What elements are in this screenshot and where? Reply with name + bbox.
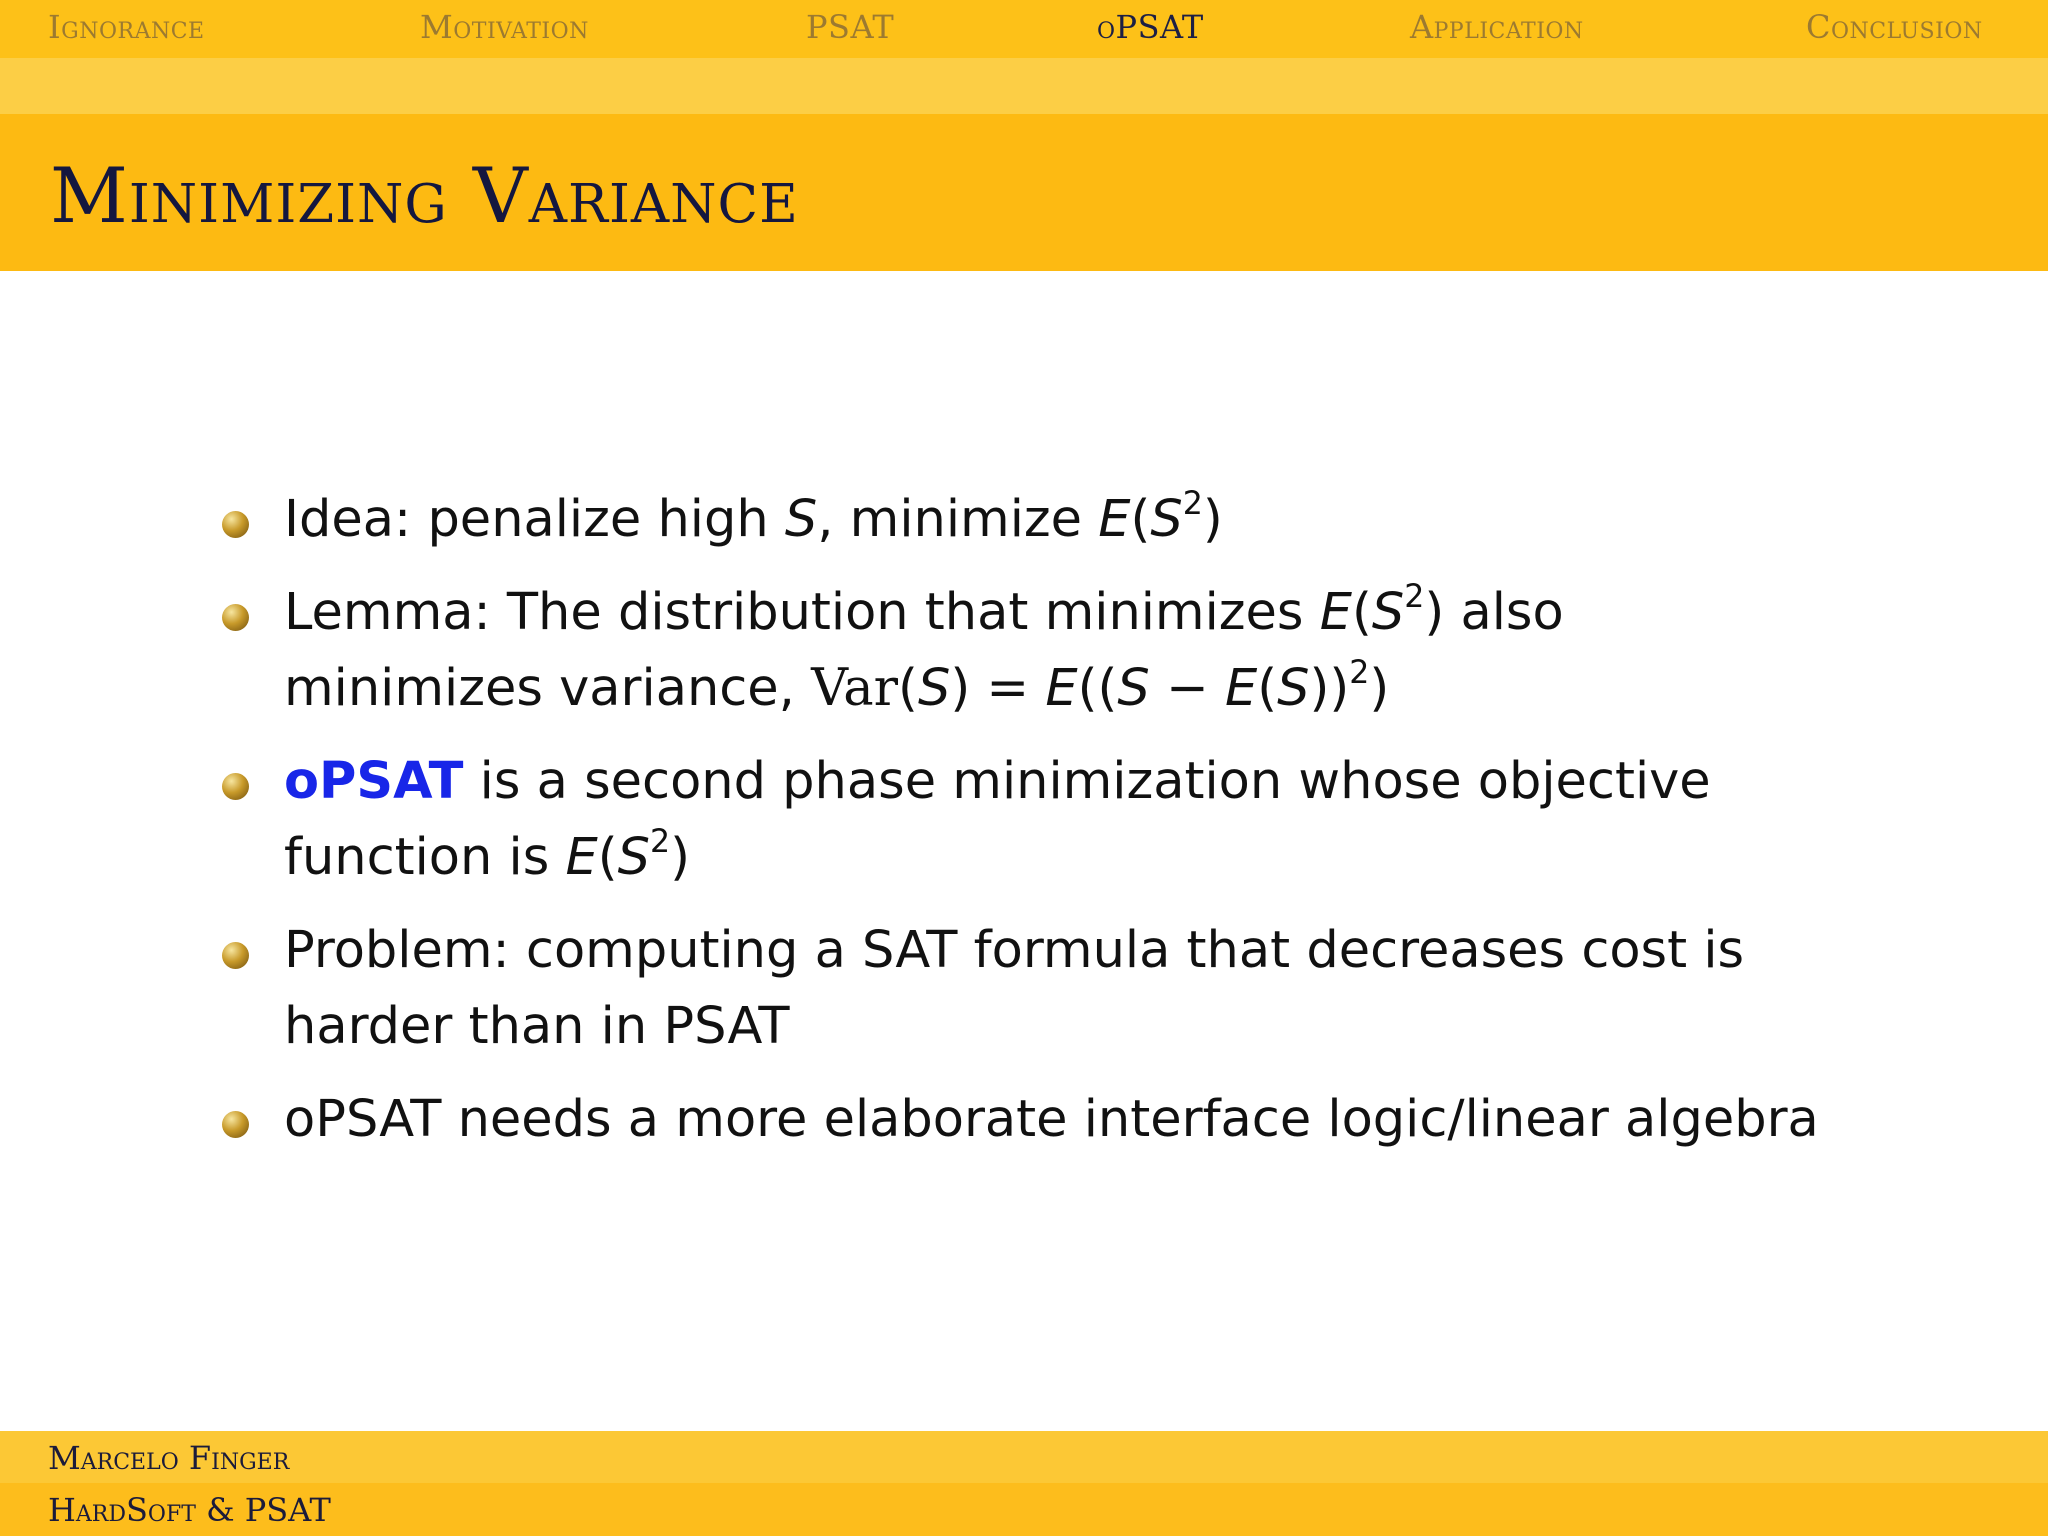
nav-item-psat[interactable]: PSAT	[806, 8, 895, 46]
section-nav-bar	[0, 0, 2048, 58]
bullet-ball-icon	[222, 511, 249, 538]
bullet-item: oPSAT is a second phase minimization whose objective function is $E(S^2)$	[220, 744, 1860, 896]
nav-item-ignorance[interactable]: Ignorance	[48, 8, 205, 46]
bullet-ball-icon	[222, 942, 249, 969]
bullet-list	[220, 482, 1860, 1175]
bullet-item: oPSAT needs a more elaborate interface logic/linear algebra	[220, 1082, 1860, 1158]
nav-item-opsat[interactable]: oPSAT	[1097, 8, 1204, 46]
opsat-highlight: oPSAT	[284, 752, 464, 811]
bullet-item: Problem: computing a SAT formula that decreases cost is harder than in PSAT	[220, 913, 1860, 1065]
bullet-item: Idea: penalize high S, minimize $E(S^2)$	[220, 482, 1860, 558]
bullet-ball-icon	[222, 773, 249, 800]
slide-title: Minimizing Variance	[50, 151, 799, 240]
subsection-bar	[0, 58, 2048, 114]
nav-item-application[interactable]: Application	[1410, 8, 1584, 46]
bullet-ball-icon	[222, 604, 249, 631]
bullet-item: Lemma: The distribution that minimizes $E(S^2)$ also minimizes variance, $Var(S) = E((S - E(S))^2)$	[220, 575, 1860, 727]
nav-item-conclusion[interactable]: Conclusion	[1806, 8, 1983, 46]
nav-item-motivation[interactable]: Motivation	[420, 8, 589, 46]
footer-author-bar	[0, 1431, 2048, 1483]
footer-talk-bar	[0, 1483, 2048, 1536]
footer-talk-title: HardSoft & PSAT	[48, 1491, 331, 1529]
bullet-ball-icon	[222, 1111, 249, 1138]
footer-author: Marcelo Finger	[48, 1439, 290, 1477]
